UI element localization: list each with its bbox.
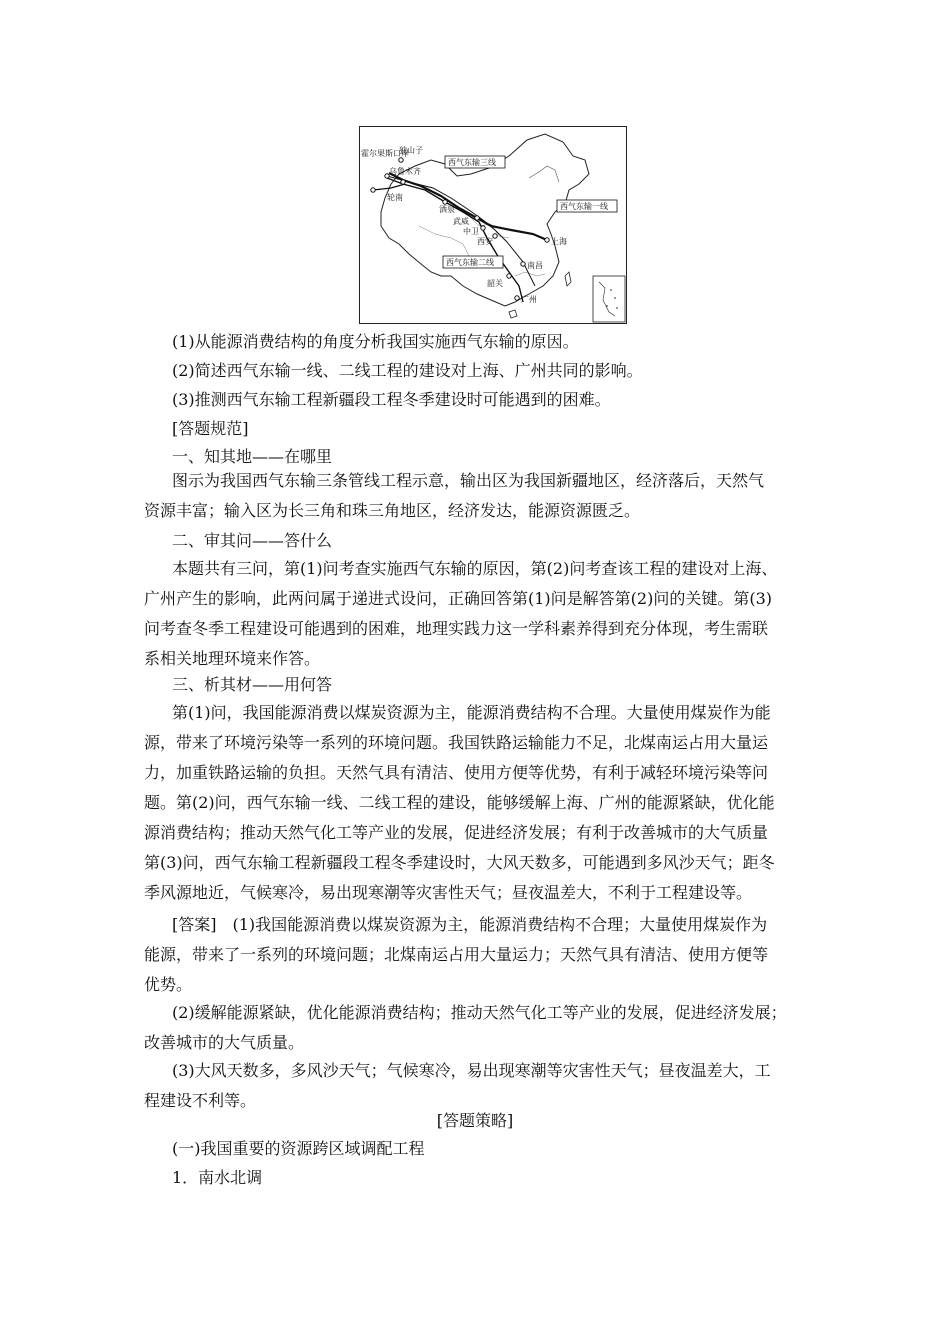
section2-body [144,554,812,674]
section1-heading: 一、知其地——在哪里 [172,447,333,466]
section2-line: 广州产生的影响，此两问属于递进式设问，正确回答第(1)问是解答第(2)问的关键。第(3) [144,589,772,608]
label-wuwei: 武威 [453,217,469,226]
section3-line: 力，加重铁路运输的负担。天然气具有清洁、使用方便等优势，有利于减轻环境污染等问 [144,763,769,782]
city-dot-guangzhou [515,296,519,300]
label-shaoguan: 韶关 [487,279,503,288]
label-zhongwei: 中卫 [463,227,479,236]
section3-heading: 三、析其材——用何答 [172,675,333,694]
answer-part1 [144,910,812,1000]
section3-body [144,698,812,908]
section3-line: 第(1)问，我国能源消费以煤炭资源为主，能源消费结构不合理。大量使用煤炭作为能 [172,703,771,722]
city-dot-dushanzi [399,158,403,162]
section2-line: 系相关地理环境来作答。 [144,649,321,668]
pipeline-map-figure [359,126,627,324]
label-nanchang: 南昌 [527,261,543,270]
city-dot-xian [493,234,497,238]
label-dushanzi: 独山子 [399,146,423,155]
answer-line: (3)大风天数多，多风沙天气；气候寒冷，易出现寒潮等灾害性天气；昼夜温差大，工 [172,1061,771,1080]
label-urumqi: 乌鲁木齐 [389,167,421,176]
answer-line: (2)缓解能源紧缺，优化能源消费结构；推动天然气化工等产业的发展，促进经济发展； [172,1003,787,1022]
section1-body [144,466,812,526]
guide-title: [答题规范] [172,419,249,438]
answer-line: 程建设不利等。 [144,1091,257,1110]
label-line2: 西气东输二线 [446,258,494,267]
section3-line: 源消费结构；推动天然气化工等产业的发展，促进经济发展；有利于改善城市的大气质量 [144,823,769,842]
section3-line: 源，带来了环境污染等一系列的环境问题。我国铁路运输能力不足，北煤南运占用大量运 [144,733,769,752]
city-dot-lunnan [371,188,375,192]
answer-line: 优势。 [144,975,193,994]
city-dot-shaoguan [507,274,511,278]
strategy-item-1: 1．南水北调 [172,1168,263,1187]
section2-line: 问考查冬季工程建设可能遇到的困难，地理实践力这一学科素养得到充分体现，考生需联 [144,619,769,638]
label-xian: 西安 [477,237,493,246]
city-dot-urumqi [401,180,405,184]
label-khorgos: 霍尔果斯口岸 [361,149,409,158]
label-lunnan: 轮南 [387,193,403,202]
south-china-sea-inset [593,276,625,322]
label-jiuquan: 酒泉 [439,205,455,214]
section2-line: 本题共有三问，第(1)问考查实施西气东输的原因，第(2)问考查该工程的建设对上海、 [172,559,778,578]
section2-heading: 二、审其问——答什么 [172,531,333,550]
section1-line: 资源丰富；输入区为长三角和珠三角地区，经济发达，能源资源匮乏。 [144,501,641,520]
answer-line: [答案] (1)我国能源消费以煤炭资源为主，能源消费结构不合理；大量使用煤炭作为 [172,915,768,934]
city-dot-jiuquan [443,200,447,204]
label-guangzhou: 广州 [521,295,537,304]
city-dot-wuwei [475,216,479,220]
answer-line: 改善城市的大气质量。 [144,1033,305,1052]
city-dot-zhongwei [481,226,485,230]
city-dot-shanghai [545,238,549,242]
section1-line: 图示为我国西气东输三条管线工程示意，输出区为我国新疆地区，经济落后，天然气 [172,471,765,490]
label-line1: 西气东输一线 [560,202,608,211]
label-shanghai: 上海 [551,237,567,246]
section3-line: 题。第(2)问，西气东输一线、二线工程的建设，能够缓解上海、广州的能源紧缺，优化能 [144,793,775,812]
question-1: (1)从能源消费结构的角度分析我国实施西气东输的原因。 [172,332,579,351]
section3-line: 第(3)问，西气东输工程新疆段工程冬季建设时，大风天数多，可能遇到多风沙天气；距冬 [144,853,775,872]
question-2: (2)简述西气东输一线、二线工程的建设对上海、广州共同的影响。 [172,361,643,380]
china-map [359,126,627,324]
label-line3: 西气东输三线 [448,158,496,167]
city-dot-nanchang [521,262,525,266]
strategy-subheading: (一)我国重要的资源跨区域调配工程 [172,1139,425,1158]
answer-line: 能源，带来了一系列的环境问题；北煤南运占用大量运力；天然气具有清洁、使用方便等 [144,945,769,964]
strategy-title: [答题策略] [436,1111,514,1130]
question-3: (3)推测西气东输工程新疆段工程冬季建设时可能遇到的困难。 [172,390,611,409]
section3-line: 季风源地近，气候寒冷，易出现寒潮等灾害性天气；昼夜温差大，不利于工程建设等。 [144,883,753,902]
answer-part2 [144,998,812,1058]
